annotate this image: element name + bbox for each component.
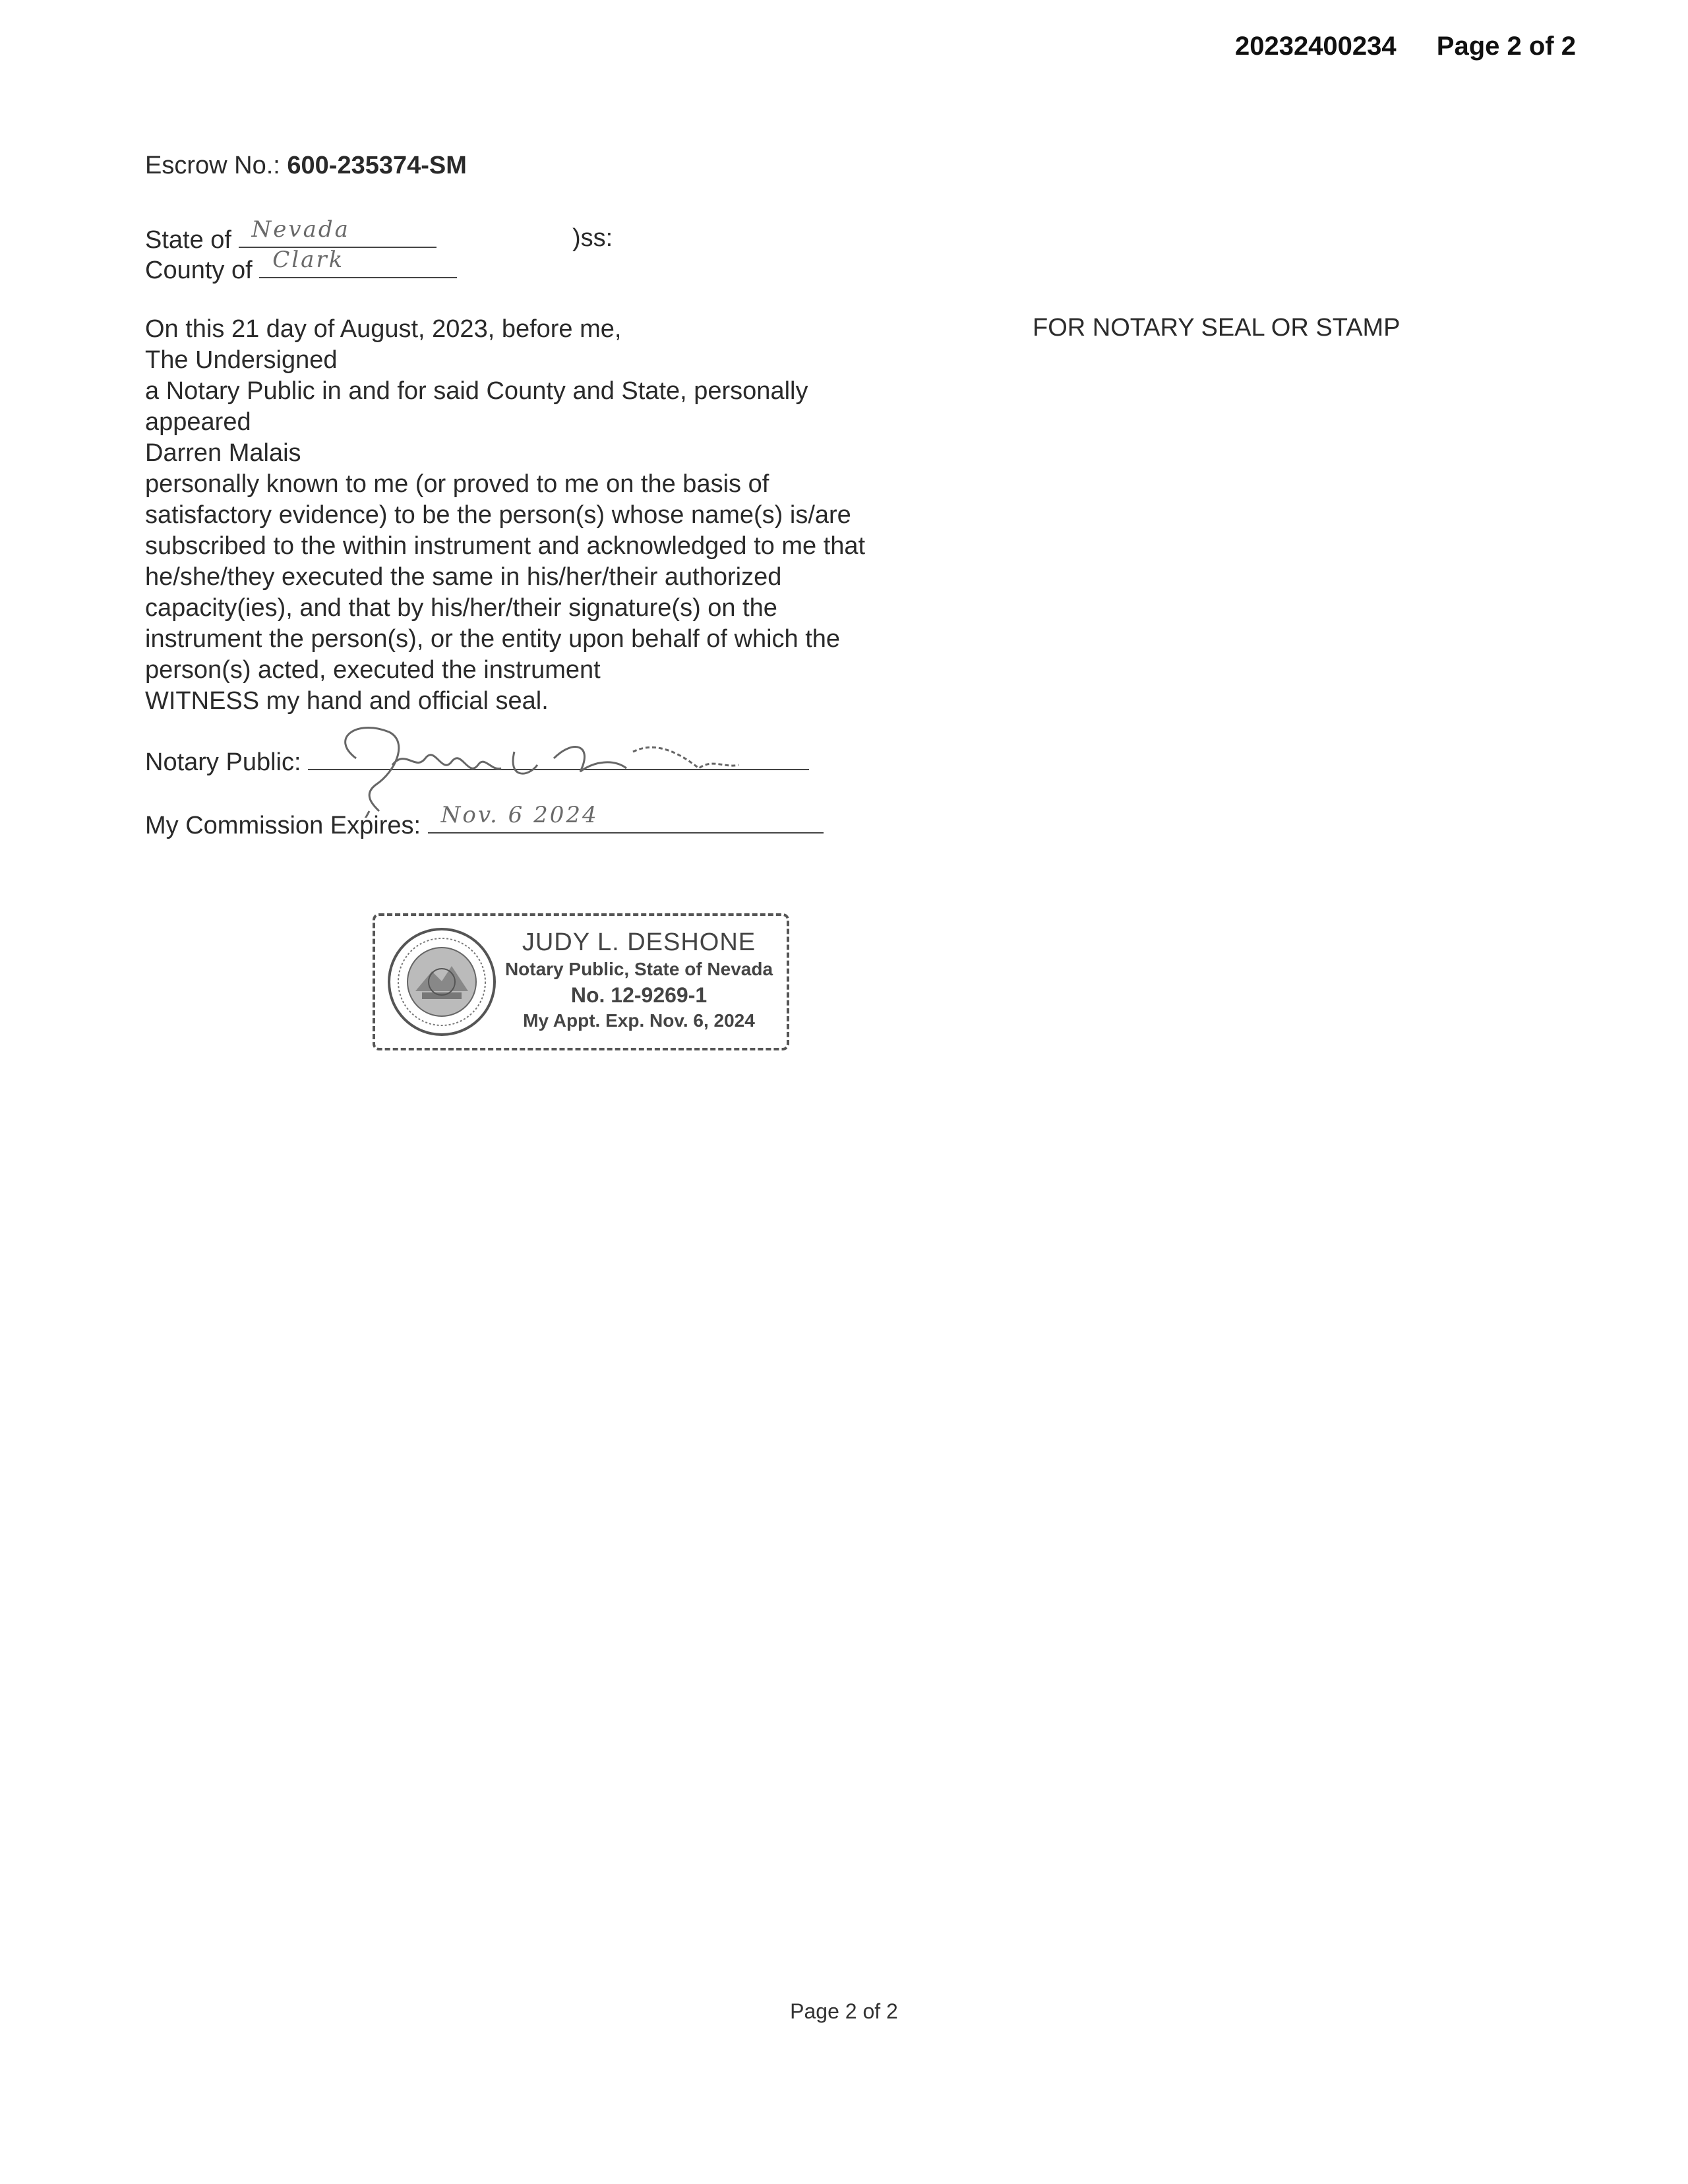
acknowledgment-line: person(s) acted, executed the instrument [145,656,601,684]
commission-handwritten-value: Nov. 6 2024 [440,802,599,828]
escrow-line [145,150,467,181]
stamp-notary-title: Notary Public, State of Nevada [504,959,773,979]
acknowledgment-line: appeared [145,408,251,436]
seal-area-label: FOR NOTARY SEAL OR STAMP [1033,314,1401,342]
stamp-notary-name: JUDY L. DESHONE [522,928,756,956]
escrow-label: Escrow No.: [145,152,280,179]
county-handwritten-value: Clark [272,247,345,273]
commission-line [145,802,824,841]
acknowledgment-line: The Undersigned [145,346,338,374]
stamp-expiration: My Appt. Exp. Nov. 6, 2024 [523,1010,755,1031]
acknowledgment-line: On this 21 day of August, 2023, before me, [145,315,622,343]
commission-label: My Commission Expires: [145,812,421,839]
acknowledgment-line: a Notary Public in and for said County and State, personally [145,377,808,405]
stamp-notary-number: No. 12-9269-1 [570,983,708,1007]
state-seal-icon [386,925,498,1039]
document-number: 20232400234 [1234,32,1397,61]
ss-label: )ss: [572,224,613,252]
acknowledgment-line: Darren Malais [145,439,301,467]
page-footer: Page 2 of 2 [790,1999,898,2023]
county-fill-line [259,247,457,278]
county-line [145,247,457,286]
acknowledgment-line: instrument the person(s), or the entity upon behalf of which the [145,625,841,653]
header-page-label: Page 2 of 2 [1436,32,1576,61]
acknowledgment-paragraph [145,314,865,717]
stamp-text-block [500,928,777,1033]
notary-stamp [373,913,789,1050]
commission-fill-line [428,802,824,834]
county-label: County of [145,257,253,284]
notary-public-label: Notary Public: [145,748,301,776]
acknowledgment-line: he/she/they executed the same in his/her/their authorized [145,563,782,591]
state-label: State of [145,226,231,254]
acknowledgment-line: personally known to me (or proved to me on the basis of [145,470,769,498]
acknowledgment-line: satisfactory evidence) to be the person(s) whose name(s) is/are [145,501,851,529]
acknowledgment-line: WITNESS my hand and official seal. [145,687,549,715]
acknowledgment-line: subscribed to the within instrument and acknowledged to me that [145,532,866,560]
page-header [1235,32,1576,61]
state-handwritten-value: Nevada [251,216,350,243]
escrow-number: 600-235374-SM [287,152,467,179]
acknowledgment-line: capacity(ies), and that by his/her/their signature(s) on the [145,594,777,622]
